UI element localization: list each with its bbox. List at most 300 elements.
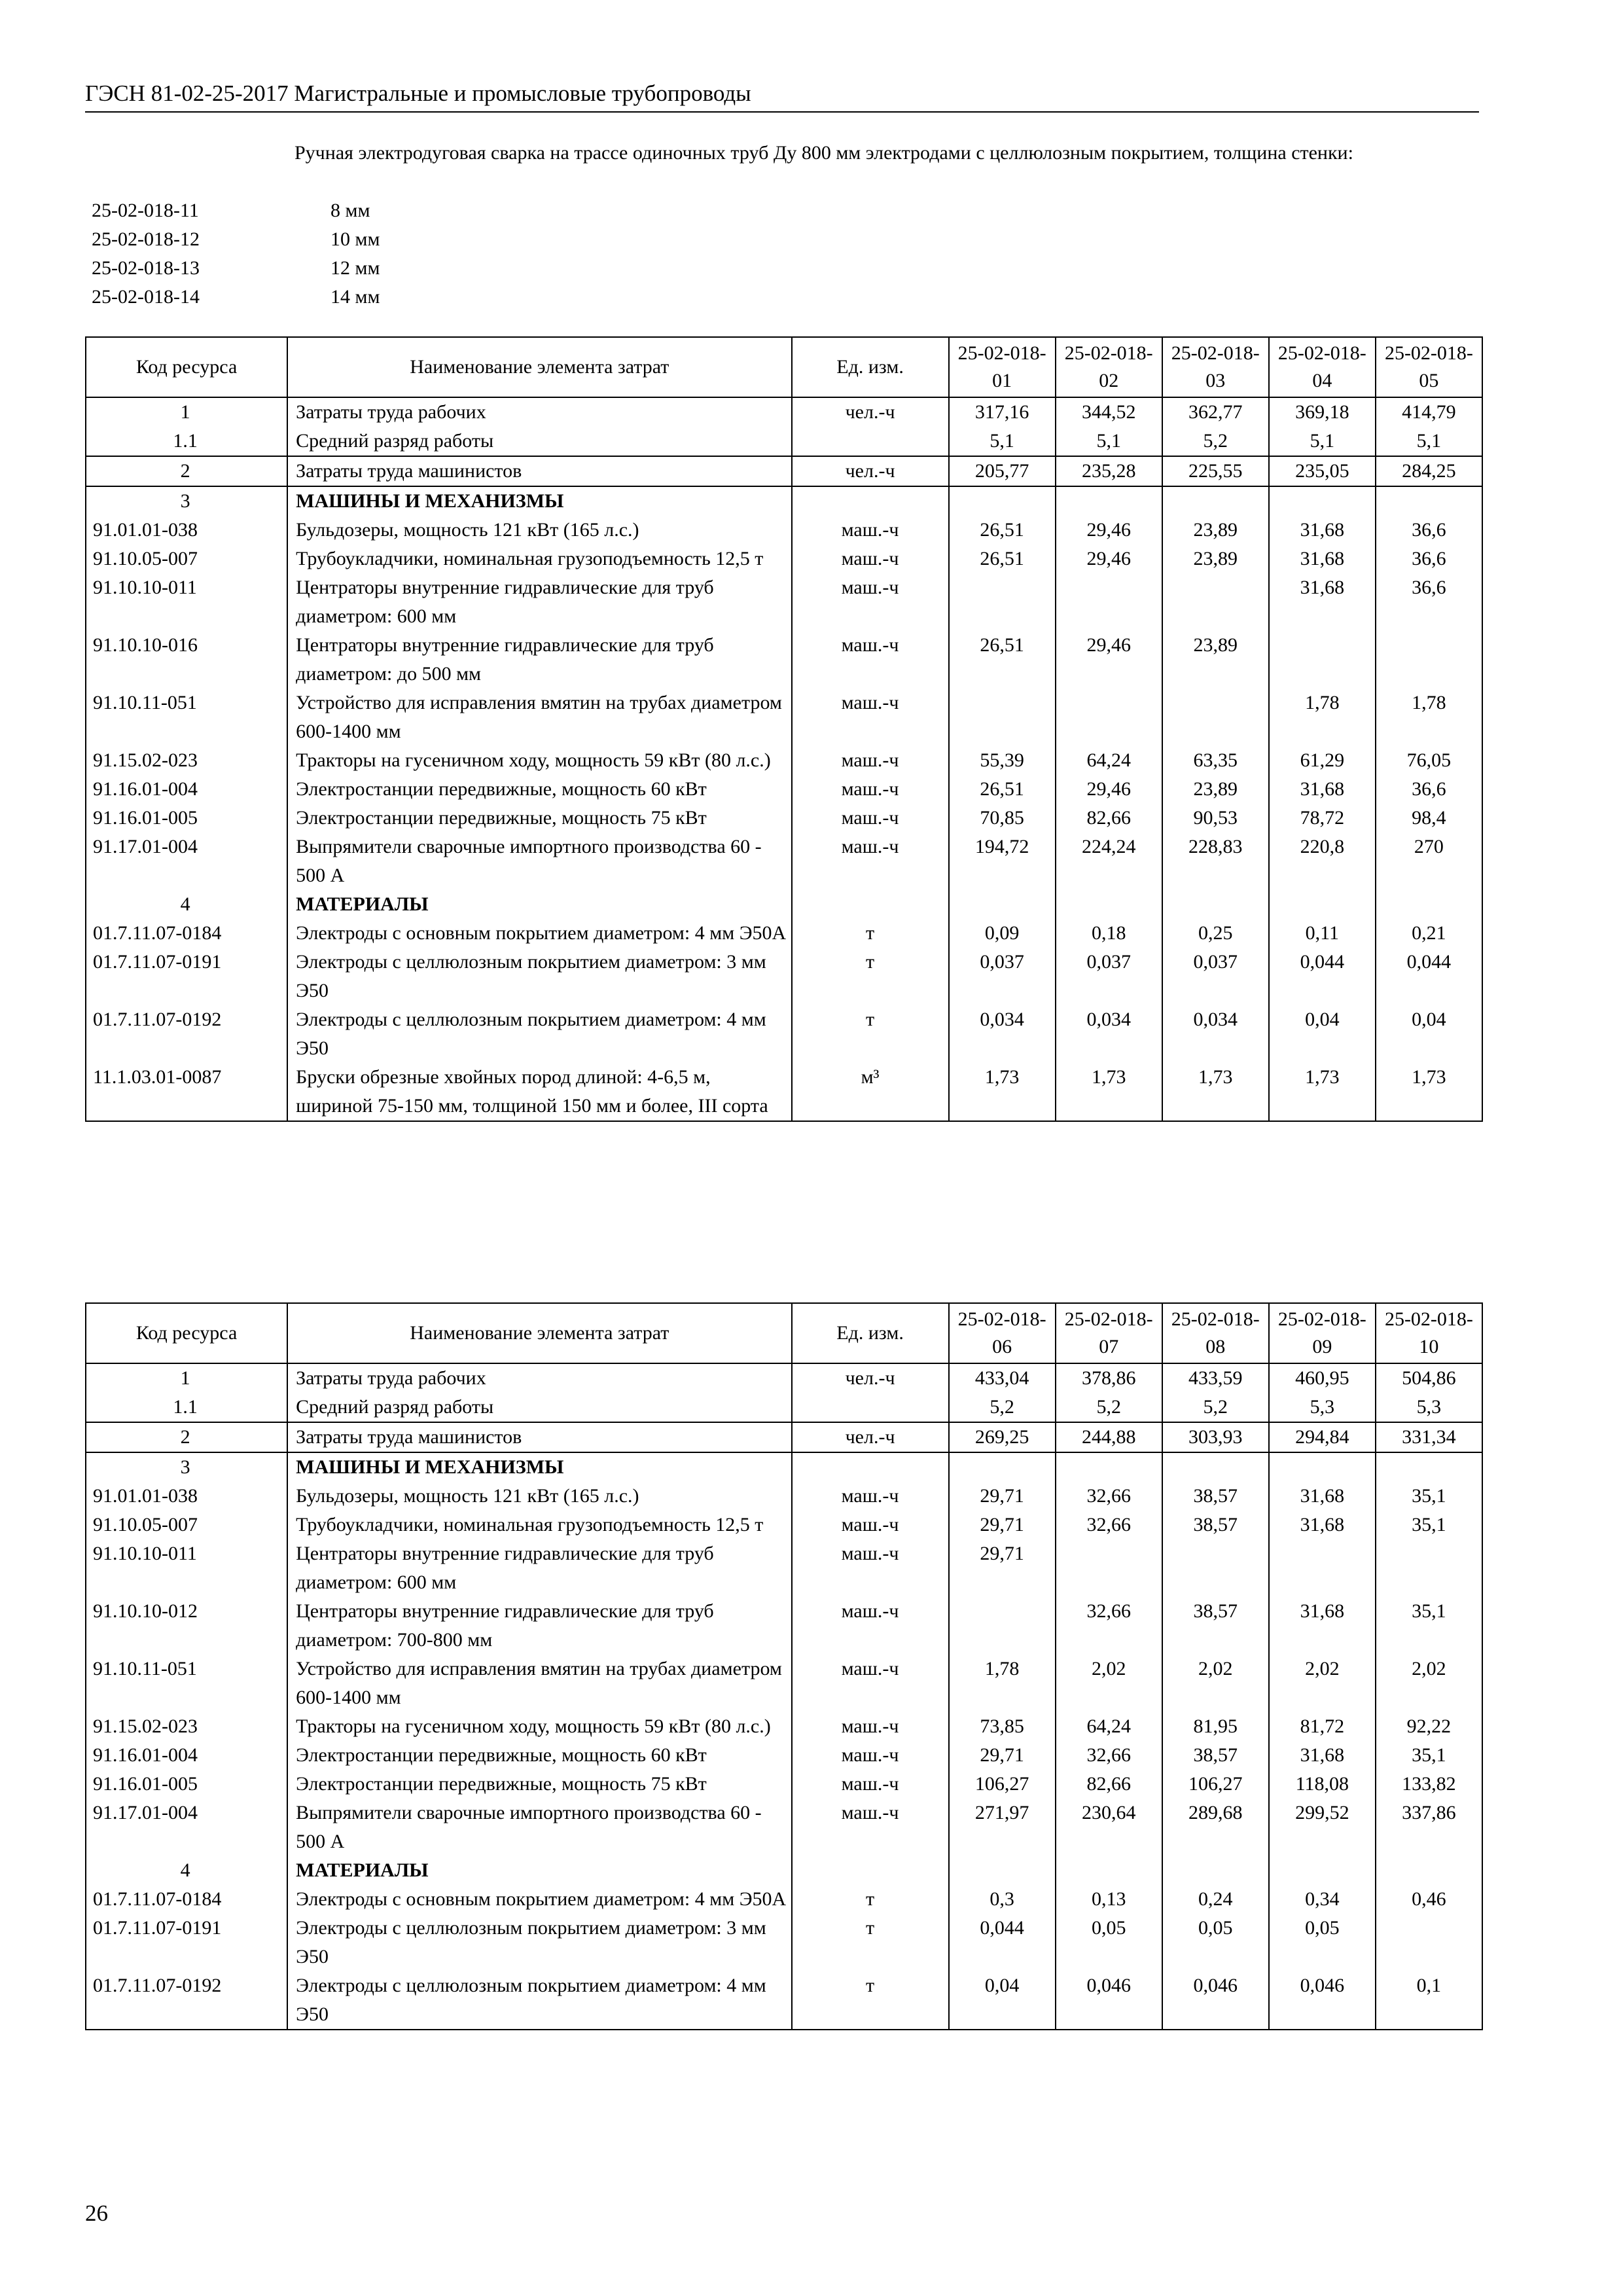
column-header-norm-code: 25-02-018-03: [1162, 337, 1269, 397]
value-cell: 271,97: [949, 1799, 1056, 1856]
value-cell: 73,85: [949, 1712, 1056, 1741]
resource-name-cell: Тракторы на гусеничном ходу, мощность 59 кВт (80 л.с.): [287, 746, 791, 775]
resource-code-cell: 91.10.05-007: [86, 545, 287, 573]
value-cell: 0,04: [1269, 1005, 1376, 1063]
value-cell: 29,71: [949, 1539, 1056, 1597]
value-cell: [1376, 631, 1482, 689]
value-cell: 0,21: [1376, 919, 1482, 948]
unit-cell: [792, 1856, 949, 1885]
value-cell: 225,55: [1162, 456, 1269, 486]
code-list-item: [92, 283, 380, 312]
value-cell: [949, 1452, 1056, 1482]
value-cell: 5,3: [1269, 1393, 1376, 1422]
resource-name-cell: Затраты труда рабочих: [287, 397, 791, 427]
value-cell: 0,3: [949, 1885, 1056, 1914]
value-cell: [1269, 1539, 1376, 1597]
value-cell: [1376, 1856, 1482, 1885]
resource-code-cell: 1.1: [86, 1393, 287, 1422]
code-list-code: 25-02-018-11: [92, 200, 199, 221]
resource-code-cell: 91.10.10-012: [86, 1597, 287, 1655]
value-cell: 61,29: [1269, 746, 1376, 775]
table-row: [86, 1885, 1482, 1914]
value-cell: 224,24: [1056, 833, 1162, 890]
value-cell: [1269, 486, 1376, 516]
value-cell: 0,04: [949, 1971, 1056, 2030]
table-row: [86, 1452, 1482, 1482]
resource-code-cell: 01.7.11.07-0192: [86, 1971, 287, 2030]
unit-cell: маш.-ч: [792, 516, 949, 545]
resource-code-cell: 91.16.01-004: [86, 775, 287, 804]
value-cell: 269,25: [949, 1422, 1056, 1452]
code-list-code: 25-02-018-13: [92, 257, 200, 279]
value-cell: [1056, 573, 1162, 631]
resource-code-cell: 91.10.10-011: [86, 1539, 287, 1597]
value-cell: 0,34: [1269, 1885, 1376, 1914]
resource-code-cell: 4: [86, 1856, 287, 1885]
resource-code-cell: 91.16.01-005: [86, 804, 287, 833]
table-row: [86, 1856, 1482, 1885]
table-row: [86, 427, 1482, 456]
resource-name-cell: Электроды с целлюлозным покрытием диаметром: 4 мм Э50: [287, 1005, 791, 1063]
resource-code-cell: 91.01.01-038: [86, 516, 287, 545]
code-list-item: [92, 196, 380, 225]
value-cell: 36,6: [1376, 516, 1482, 545]
table-row: [86, 1511, 1482, 1539]
resource-code-cell: 01.7.11.07-0184: [86, 919, 287, 948]
value-cell: 433,04: [949, 1363, 1056, 1393]
value-cell: [1056, 1452, 1162, 1482]
table-row: [86, 1799, 1482, 1856]
column-header-norm-code: 25-02-018-10: [1376, 1303, 1482, 1363]
value-cell: 31,68: [1269, 1482, 1376, 1511]
resource-name-cell: Устройство для исправления вмятин на трубах диаметром 600-1400 мм: [287, 689, 791, 746]
resource-name-cell: Бруски обрезные хвойных пород длиной: 4-6,5 м, шириной 75-150 мм, толщиной 150 мм и более, III сорта: [287, 1063, 791, 1121]
value-cell: 29,46: [1056, 516, 1162, 545]
unit-cell: [792, 1393, 949, 1422]
table-row: [86, 689, 1482, 746]
value-cell: 369,18: [1269, 397, 1376, 427]
value-cell: 0,11: [1269, 919, 1376, 948]
value-cell: 0,13: [1056, 1885, 1162, 1914]
value-cell: 284,25: [1376, 456, 1482, 486]
value-cell: 26,51: [949, 631, 1056, 689]
resource-table-2: [85, 1302, 1483, 2030]
resource-code-cell: 91.17.01-004: [86, 1799, 287, 1856]
value-cell: [1056, 1856, 1162, 1885]
resource-name-cell: Электроды с целлюлозным покрытием диаметром: 3 мм Э50: [287, 1914, 791, 1971]
value-cell: 1,73: [1376, 1063, 1482, 1121]
value-cell: 133,82: [1376, 1770, 1482, 1799]
value-cell: [1376, 486, 1482, 516]
value-cell: 460,95: [1269, 1363, 1376, 1393]
value-cell: 23,89: [1162, 516, 1269, 545]
value-cell: [1162, 1539, 1269, 1597]
resource-name-cell: Центраторы внутренние гидравлические для труб диаметром: 700-800 мм: [287, 1597, 791, 1655]
value-cell: 0,18: [1056, 919, 1162, 948]
column-header-unit: Ед. изм.: [792, 337, 949, 397]
table-row: [86, 1422, 1482, 1452]
code-list-item: [92, 225, 380, 254]
resource-name-cell: Трубоукладчики, номинальная грузоподъемность 12,5 т: [287, 545, 791, 573]
column-header-norm-code: 25-02-018-05: [1376, 337, 1482, 397]
table-row: [86, 397, 1482, 427]
value-cell: 63,35: [1162, 746, 1269, 775]
value-cell: 1,78: [1376, 689, 1482, 746]
value-cell: 23,89: [1162, 775, 1269, 804]
column-header-norm-code: 25-02-018-09: [1269, 1303, 1376, 1363]
value-cell: 64,24: [1056, 1712, 1162, 1741]
value-cell: 35,1: [1376, 1482, 1482, 1511]
value-cell: 31,68: [1269, 573, 1376, 631]
resource-name-cell: МАТЕРИАЛЫ: [287, 890, 791, 919]
unit-cell: т: [792, 1971, 949, 2030]
table-row: [86, 1712, 1482, 1741]
value-cell: [1162, 1452, 1269, 1482]
resource-name-cell: Средний разряд работы: [287, 427, 791, 456]
value-cell: 235,28: [1056, 456, 1162, 486]
value-cell: 1,73: [1269, 1063, 1376, 1121]
table-row: [86, 1539, 1482, 1597]
unit-cell: чел.-ч: [792, 397, 949, 427]
resource-code-cell: 91.16.01-004: [86, 1741, 287, 1770]
value-cell: 26,51: [949, 545, 1056, 573]
resource-name-cell: МАШИНЫ И МЕХАНИЗМЫ: [287, 1452, 791, 1482]
value-cell: [1056, 689, 1162, 746]
value-cell: [949, 573, 1056, 631]
value-cell: 38,57: [1162, 1597, 1269, 1655]
resource-code-cell: 91.10.10-016: [86, 631, 287, 689]
value-cell: 0,046: [1162, 1971, 1269, 2030]
unit-cell: маш.-ч: [792, 1539, 949, 1597]
table-row: [86, 919, 1482, 948]
resource-name-cell: Тракторы на гусеничном ходу, мощность 59 кВт (80 л.с.): [287, 1712, 791, 1741]
value-cell: 31,68: [1269, 516, 1376, 545]
value-cell: [1376, 1452, 1482, 1482]
unit-cell: чел.-ч: [792, 1422, 949, 1452]
column-header-code: Код ресурса: [86, 1303, 287, 1363]
resource-code-cell: 91.10.11-051: [86, 689, 287, 746]
unit-cell: маш.-ч: [792, 1482, 949, 1511]
table-row: [86, 1971, 1482, 2030]
value-cell: [949, 1597, 1056, 1655]
value-cell: 0,1: [1376, 1971, 1482, 2030]
value-cell: 82,66: [1056, 1770, 1162, 1799]
value-cell: 5,1: [949, 427, 1056, 456]
table-row: [86, 775, 1482, 804]
value-cell: 0,037: [1162, 948, 1269, 1005]
resource-code-cell: 91.01.01-038: [86, 1482, 287, 1511]
value-cell: 0,09: [949, 919, 1056, 948]
resource-name-cell: Центраторы внутренние гидравлические для труб диаметром: 600 мм: [287, 573, 791, 631]
code-list-code: 25-02-018-14: [92, 286, 200, 308]
value-cell: 331,34: [1376, 1422, 1482, 1452]
unit-cell: маш.-ч: [792, 1712, 949, 1741]
code-list-value: 10 мм: [330, 228, 380, 250]
value-cell: 378,86: [1056, 1363, 1162, 1393]
code-list-value: 8 мм: [330, 200, 370, 221]
value-cell: 0,044: [949, 1914, 1056, 1971]
value-cell: 81,95: [1162, 1712, 1269, 1741]
unit-cell: т: [792, 919, 949, 948]
resource-name-cell: Выпрямители сварочные импортного производства 60 - 500 А: [287, 1799, 791, 1856]
value-cell: [1376, 890, 1482, 919]
resource-name-cell: Средний разряд работы: [287, 1393, 791, 1422]
resource-name-cell: Электростанции передвижные, мощность 75 кВт: [287, 804, 791, 833]
table-row: [86, 1597, 1482, 1655]
resource-code-cell: 2: [86, 1422, 287, 1452]
value-cell: 337,86: [1376, 1799, 1482, 1856]
value-cell: 0,034: [1162, 1005, 1269, 1063]
value-cell: 317,16: [949, 397, 1056, 427]
value-cell: 23,89: [1162, 545, 1269, 573]
value-cell: [1269, 631, 1376, 689]
value-cell: 98,4: [1376, 804, 1482, 833]
value-cell: [1269, 1452, 1376, 1482]
resource-code-cell: 1.1: [86, 427, 287, 456]
resource-code-cell: 01.7.11.07-0184: [86, 1885, 287, 1914]
value-cell: 0,046: [1269, 1971, 1376, 2030]
resource-code-cell: 91.16.01-005: [86, 1770, 287, 1799]
value-cell: 1,78: [1269, 689, 1376, 746]
value-cell: 0,24: [1162, 1885, 1269, 1914]
value-cell: 0,04: [1376, 1005, 1482, 1063]
value-cell: 0,034: [1056, 1005, 1162, 1063]
value-cell: 70,85: [949, 804, 1056, 833]
value-cell: [1162, 486, 1269, 516]
unit-cell: т: [792, 1885, 949, 1914]
value-cell: [1162, 573, 1269, 631]
value-cell: [1162, 689, 1269, 746]
resource-name-cell: Бульдозеры, мощность 121 кВт (165 л.с.): [287, 516, 791, 545]
value-cell: [1056, 890, 1162, 919]
value-cell: 344,52: [1056, 397, 1162, 427]
column-header-name: Наименование элемента затрат: [287, 337, 791, 397]
value-cell: 118,08: [1269, 1770, 1376, 1799]
resource-code-cell: 91.10.11-051: [86, 1655, 287, 1712]
value-cell: 36,6: [1376, 775, 1482, 804]
value-cell: 1,78: [949, 1655, 1056, 1712]
value-cell: 32,66: [1056, 1482, 1162, 1511]
value-cell: [1269, 1856, 1376, 1885]
resource-name-cell: Электроды с основным покрытием диаметром: 4 мм Э50А: [287, 919, 791, 948]
resource-name-cell: Электроды с основным покрытием диаметром: 4 мм Э50А: [287, 1885, 791, 1914]
value-cell: 32,66: [1056, 1597, 1162, 1655]
value-cell: 92,22: [1376, 1712, 1482, 1741]
value-cell: 38,57: [1162, 1741, 1269, 1770]
value-cell: 106,27: [1162, 1770, 1269, 1799]
table-row: [86, 1363, 1482, 1393]
value-cell: 1,73: [1162, 1063, 1269, 1121]
unit-cell: маш.-ч: [792, 775, 949, 804]
resource-code-cell: 01.7.11.07-0191: [86, 1914, 287, 1971]
unit-cell: маш.-ч: [792, 833, 949, 890]
value-cell: 35,1: [1376, 1741, 1482, 1770]
value-cell: 194,72: [949, 833, 1056, 890]
value-cell: 1,73: [1056, 1063, 1162, 1121]
value-cell: 29,71: [949, 1511, 1056, 1539]
value-cell: 32,66: [1056, 1741, 1162, 1770]
column-header-norm-code: 25-02-018-08: [1162, 1303, 1269, 1363]
table-row: [86, 516, 1482, 545]
code-list: [92, 196, 380, 312]
unit-cell: т: [792, 948, 949, 1005]
resource-name-cell: МАТЕРИАЛЫ: [287, 1856, 791, 1885]
resource-code-cell: 1: [86, 397, 287, 427]
value-cell: 244,88: [1056, 1422, 1162, 1452]
resource-code-cell: 3: [86, 1452, 287, 1482]
value-cell: [1376, 1914, 1482, 1971]
value-cell: 78,72: [1269, 804, 1376, 833]
resource-name-cell: Выпрямители сварочные импортного производства 60 - 500 А: [287, 833, 791, 890]
resource-name-cell: Центраторы внутренние гидравлические для труб диаметром: 600 мм: [287, 1539, 791, 1597]
value-cell: 81,72: [1269, 1712, 1376, 1741]
table-row: [86, 1914, 1482, 1971]
table-row: [86, 1770, 1482, 1799]
table-row: [86, 486, 1482, 516]
value-cell: 31,68: [1269, 1741, 1376, 1770]
value-cell: [949, 689, 1056, 746]
value-cell: 5,1: [1269, 427, 1376, 456]
value-cell: 303,93: [1162, 1422, 1269, 1452]
unit-cell: маш.-ч: [792, 1770, 949, 1799]
table-row: [86, 804, 1482, 833]
table-row: [86, 1005, 1482, 1063]
value-cell: 5,3: [1376, 1393, 1482, 1422]
value-cell: 230,64: [1056, 1799, 1162, 1856]
value-cell: 5,1: [1376, 427, 1482, 456]
value-cell: [1162, 1856, 1269, 1885]
column-header-norm-code: 25-02-018-04: [1269, 337, 1376, 397]
resource-name-cell: Электростанции передвижные, мощность 60 кВт: [287, 1741, 791, 1770]
unit-cell: т: [792, 1914, 949, 1971]
table-row: [86, 573, 1482, 631]
resource-code-cell: 01.7.11.07-0192: [86, 1005, 287, 1063]
column-header-norm-code: 25-02-018-07: [1056, 1303, 1162, 1363]
unit-cell: маш.-ч: [792, 689, 949, 746]
unit-cell: маш.-ч: [792, 746, 949, 775]
value-cell: 90,53: [1162, 804, 1269, 833]
value-cell: 0,037: [1056, 948, 1162, 1005]
value-cell: 0,46: [1376, 1885, 1482, 1914]
page-header: ГЭСН 81-02-25-2017 Магистральные и промысловые трубопроводы: [85, 77, 1479, 113]
value-cell: 362,77: [1162, 397, 1269, 427]
value-cell: 29,71: [949, 1741, 1056, 1770]
value-cell: 64,24: [1056, 746, 1162, 775]
code-list-value: 12 мм: [330, 257, 380, 279]
resource-name-cell: Устройство для исправления вмятин на трубах диаметром 600-1400 мм: [287, 1655, 791, 1712]
value-cell: 0,044: [1269, 948, 1376, 1005]
value-cell: 5,1: [1056, 427, 1162, 456]
resource-code-cell: 4: [86, 890, 287, 919]
code-list-value: 14 мм: [330, 286, 380, 308]
unit-cell: чел.-ч: [792, 456, 949, 486]
unit-cell: [792, 486, 949, 516]
resource-name-cell: МАШИНЫ И МЕХАНИЗМЫ: [287, 486, 791, 516]
value-cell: 38,57: [1162, 1482, 1269, 1511]
table-row: [86, 948, 1482, 1005]
value-cell: 0,046: [1056, 1971, 1162, 2030]
value-cell: 29,46: [1056, 775, 1162, 804]
resource-name-cell: Затраты труда машинистов: [287, 1422, 791, 1452]
value-cell: 106,27: [949, 1770, 1056, 1799]
value-cell: 5,2: [949, 1393, 1056, 1422]
resource-name-cell: Затраты труда рабочих: [287, 1363, 791, 1393]
value-cell: 2,02: [1056, 1655, 1162, 1712]
resource-code-cell: 3: [86, 486, 287, 516]
value-cell: 414,79: [1376, 397, 1482, 427]
code-list-item: [92, 254, 380, 283]
value-cell: 1,73: [949, 1063, 1056, 1121]
unit-cell: т: [792, 1005, 949, 1063]
value-cell: 76,05: [1376, 746, 1482, 775]
unit-cell: [792, 890, 949, 919]
value-cell: 31,68: [1269, 545, 1376, 573]
code-list-code: 25-02-018-12: [92, 228, 200, 250]
value-cell: 504,86: [1376, 1363, 1482, 1393]
value-cell: 5,2: [1056, 1393, 1162, 1422]
value-cell: 31,68: [1269, 1597, 1376, 1655]
table-row: [86, 1063, 1482, 1121]
value-cell: 36,6: [1376, 573, 1482, 631]
value-cell: 0,037: [949, 948, 1056, 1005]
resource-code-cell: 2: [86, 456, 287, 486]
value-cell: 29,46: [1056, 631, 1162, 689]
resource-table-1: [85, 336, 1483, 1122]
table-row: [86, 456, 1482, 486]
value-cell: 235,05: [1269, 456, 1376, 486]
table-row: [86, 746, 1482, 775]
table-row: [86, 833, 1482, 890]
unit-cell: чел.-ч: [792, 1363, 949, 1393]
unit-cell: маш.-ч: [792, 1511, 949, 1539]
value-cell: 299,52: [1269, 1799, 1376, 1856]
resource-name-cell: Электроды с целлюлозным покрытием диаметром: 3 мм Э50: [287, 948, 791, 1005]
value-cell: 55,39: [949, 746, 1056, 775]
resource-name-cell: Электростанции передвижные, мощность 75 кВт: [287, 1770, 791, 1799]
value-cell: 35,1: [1376, 1511, 1482, 1539]
value-cell: [949, 1856, 1056, 1885]
resource-code-cell: 91.15.02-023: [86, 1712, 287, 1741]
table-header-row: [86, 337, 1482, 397]
column-header-name: Наименование элемента затрат: [287, 1303, 791, 1363]
value-cell: [1269, 890, 1376, 919]
unit-cell: маш.-ч: [792, 1655, 949, 1712]
value-cell: 433,59: [1162, 1363, 1269, 1393]
table-row: [86, 545, 1482, 573]
resource-name-cell: Затраты труда машинистов: [287, 456, 791, 486]
unit-cell: [792, 427, 949, 456]
unit-cell: м³: [792, 1063, 949, 1121]
value-cell: 38,57: [1162, 1511, 1269, 1539]
unit-cell: [792, 1452, 949, 1482]
unit-cell: маш.-ч: [792, 1799, 949, 1856]
unit-cell: маш.-ч: [792, 545, 949, 573]
resource-code-cell: 91.15.02-023: [86, 746, 287, 775]
value-cell: 0,05: [1269, 1914, 1376, 1971]
value-cell: 205,77: [949, 456, 1056, 486]
value-cell: 0,044: [1376, 948, 1482, 1005]
unit-cell: маш.-ч: [792, 631, 949, 689]
value-cell: [1162, 890, 1269, 919]
value-cell: 2,02: [1376, 1655, 1482, 1712]
value-cell: 36,6: [1376, 545, 1482, 573]
table-row: [86, 1741, 1482, 1770]
value-cell: 2,02: [1162, 1655, 1269, 1712]
value-cell: 0,034: [949, 1005, 1056, 1063]
table-row: [86, 1393, 1482, 1422]
value-cell: 5,2: [1162, 427, 1269, 456]
column-header-code: Код ресурса: [86, 337, 287, 397]
